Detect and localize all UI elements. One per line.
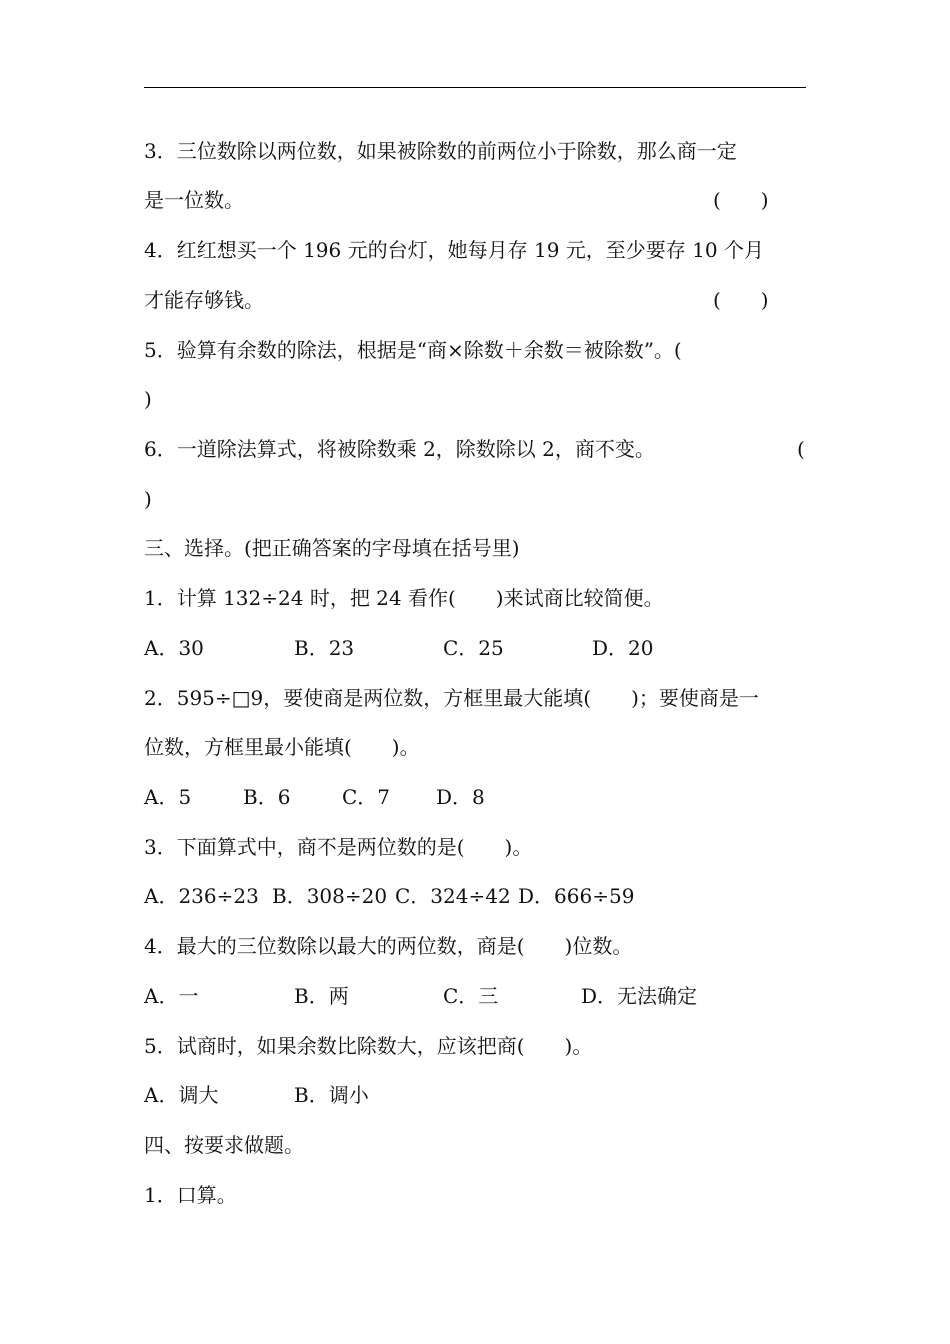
- option-b[interactable]: B．调小: [294, 1083, 369, 1107]
- answer-blank[interactable]: ( ): [713, 288, 769, 312]
- option-b[interactable]: B．308÷20: [272, 884, 388, 908]
- option-d[interactable]: D．20: [592, 636, 654, 660]
- question-text: 5．试商时，如果余数比除数大，应该把商( )。: [144, 1034, 593, 1058]
- question-text: 5．验算有余数的除法，根据是“商×除数＋余数＝被除数”。(: [144, 338, 682, 362]
- question-text: 3．三位数除以两位数，如果被除数的前两位小于除数，那么商一定: [144, 139, 737, 163]
- option-b[interactable]: B．两: [294, 984, 349, 1008]
- question-text: 才能存够钱。: [144, 288, 264, 312]
- option-a[interactable]: A．236÷23: [144, 884, 259, 908]
- option-d[interactable]: D．8: [436, 785, 485, 809]
- question-text: 6．一道除法算式，将被除数乘 2，除数除以 2，商不变。: [144, 437, 655, 461]
- option-c[interactable]: C．7: [342, 785, 391, 809]
- header-rule: [144, 87, 806, 88]
- question-text: 4．红红想买一个 196 元的台灯，她每月存 19 元，至少要存 10 个月: [144, 238, 764, 262]
- question-text: 位数，方框里最小能填( )。: [144, 735, 420, 759]
- question-text: 是一位数。: [144, 188, 244, 212]
- answer-paren-open: (: [797, 437, 805, 461]
- option-b[interactable]: B．23: [294, 636, 355, 660]
- option-a[interactable]: A．30: [144, 636, 204, 660]
- option-a[interactable]: A．5: [144, 785, 192, 809]
- question-text: ): [144, 387, 152, 411]
- option-a[interactable]: A．一: [144, 984, 199, 1008]
- option-b[interactable]: B．6: [243, 785, 291, 809]
- question-text: 4．最大的三位数除以最大的两位数，商是( )位数。: [144, 934, 633, 958]
- question-text: 3．下面算式中，商不是两位数的是( )。: [144, 835, 533, 859]
- option-c[interactable]: C．324÷42: [395, 884, 511, 908]
- section-heading-exercises: 四、按要求做题。: [144, 1133, 304, 1157]
- option-c[interactable]: C．25: [443, 636, 504, 660]
- answer-blank[interactable]: ( ): [713, 188, 769, 212]
- option-d[interactable]: D．无法确定: [581, 984, 698, 1008]
- option-c[interactable]: C．三: [443, 984, 499, 1008]
- option-a[interactable]: A．调大: [144, 1083, 219, 1107]
- question-text: 1．计算 132÷24 时，把 24 看作( )来试商比较简便。: [144, 586, 664, 610]
- question-text: 1．口算。: [144, 1183, 237, 1207]
- question-text: ): [144, 487, 152, 511]
- option-d[interactable]: D．666÷59: [518, 884, 635, 908]
- question-text: 2．595÷□9，要使商是两位数，方框里最大能填( )；要使商是一: [144, 686, 759, 710]
- section-heading-choice: 三、选择。(把正确答案的字母填在括号里): [144, 536, 520, 560]
